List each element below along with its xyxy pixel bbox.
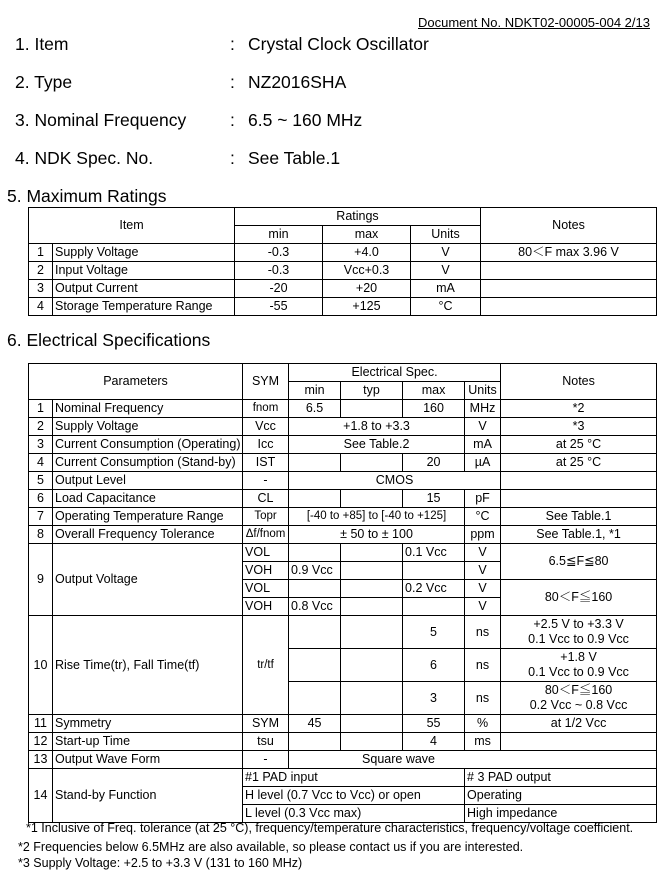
header-min: min	[289, 382, 341, 400]
section-title-electrical: 6. Electrical Specifications	[7, 330, 211, 350]
row-typ	[341, 544, 403, 562]
standby-high-output: Operating	[465, 787, 657, 805]
row-max: 0.1 Vcc	[403, 544, 465, 562]
row-param: Output Level	[53, 472, 243, 490]
header-sym: SYM	[243, 364, 289, 400]
row-max: 5	[403, 616, 465, 649]
row-min	[289, 682, 341, 715]
row-units: °C	[465, 508, 501, 526]
row-min	[289, 544, 341, 562]
row-sym: SYM	[243, 715, 289, 733]
row-min: 6.5	[289, 400, 341, 418]
row-number: 1	[29, 400, 53, 418]
row-min: -55	[235, 298, 323, 316]
row-notes	[501, 649, 657, 682]
footnote-3: *3 Supply Voltage: +2.5 to +3.3 V (131 to 160 MHz)	[18, 856, 303, 870]
row-param: Output Wave Form	[53, 751, 243, 769]
row-number: 2	[29, 418, 53, 436]
row-number: 6	[29, 490, 53, 508]
row-typ	[341, 682, 403, 715]
row-param: Load Capacitance	[53, 490, 243, 508]
row-number: 5	[29, 472, 53, 490]
row-max: 0.2 Vcc	[403, 580, 465, 598]
row-param: Nominal Frequency	[53, 400, 243, 418]
table-row	[29, 436, 657, 454]
row-units: ns	[465, 616, 501, 649]
row-min: 45	[289, 715, 341, 733]
type-colon: :	[230, 72, 235, 92]
header-ratings: Ratings	[235, 208, 481, 226]
row-units: V	[411, 262, 481, 280]
row-units: ns	[465, 649, 501, 682]
row-number: 11	[29, 715, 53, 733]
row-units: mA	[411, 280, 481, 298]
row-units: ppm	[465, 526, 501, 544]
row-units: mA	[465, 436, 501, 454]
document-number: Document No. NDKT02-00005-004 2/13	[418, 15, 650, 30]
item-label: 1. Item	[15, 34, 69, 54]
row-param: Rise Time(tr), Fall Time(tf)	[53, 616, 243, 715]
row-max: 15	[403, 490, 465, 508]
standby-output-header: # 3 PAD output	[465, 769, 657, 787]
table-row	[29, 508, 657, 526]
row-min	[289, 733, 341, 751]
row-param: Current Consumption (Stand-by)	[53, 454, 243, 472]
max-ratings-table	[28, 207, 657, 316]
note-line: 80＜F≦160	[544, 683, 613, 697]
row-sym: CL	[243, 490, 289, 508]
row-sym: Vcc	[243, 418, 289, 436]
row-max: +4.0	[323, 244, 411, 262]
row-units: V	[465, 562, 501, 580]
row-units: pF	[465, 490, 501, 508]
row-number: 7	[29, 508, 53, 526]
standby-low-input: L level (0.3 Vcc max)	[243, 805, 465, 823]
row-sym: VOL	[243, 544, 289, 562]
row-sym: fnom	[243, 400, 289, 418]
row-sym: IST	[243, 454, 289, 472]
row-number: 13	[29, 751, 53, 769]
header-units: Units	[411, 226, 481, 244]
row-notes	[481, 298, 657, 316]
row-number: 4	[29, 454, 53, 472]
row-sym: -	[243, 472, 289, 490]
row-sym: tsu	[243, 733, 289, 751]
header-units: Units	[465, 382, 501, 400]
row-param: Overall Frequency Tolerance	[53, 526, 243, 544]
note-line: 0.1 Vcc to 0.9 Vcc	[528, 632, 629, 646]
row-min	[289, 580, 341, 598]
row-notes	[501, 490, 657, 508]
item-colon: :	[230, 34, 235, 54]
row-sym: Topr	[243, 508, 289, 526]
row-sym: -	[243, 751, 289, 769]
row-sym: Icc	[243, 436, 289, 454]
row-sym: tr/tf	[243, 616, 289, 715]
row-notes: 80＜F max 3.96 V	[481, 244, 657, 262]
section-title-max-ratings: 5. Maximum Ratings	[7, 186, 167, 206]
note-line: 0.1 Vcc to 0.9 Vcc	[528, 665, 629, 679]
row-typ	[341, 715, 403, 733]
row-notes	[481, 262, 657, 280]
table-row	[29, 400, 657, 418]
row-typ	[341, 616, 403, 649]
row-param: Output Voltage	[53, 544, 243, 616]
row-min: 0.9 Vcc	[289, 562, 341, 580]
footnote-1: *1 Inclusive of Freq. tolerance (at 25 °C), frequency/temperature characteristics, frequency/voltage coefficient.	[26, 821, 634, 835]
row-notes	[501, 682, 657, 715]
row-units: V	[465, 418, 501, 436]
row-sym: VOL	[243, 580, 289, 598]
row-sym: VOH	[243, 562, 289, 580]
row-value-span: +1.8 to +3.3	[289, 418, 465, 436]
row-param: Symmetry	[53, 715, 243, 733]
electrical-spec-table	[28, 363, 657, 823]
row-max	[403, 598, 465, 616]
header-electrical-spec: Electrical Spec.	[289, 364, 501, 382]
row-units: ns	[465, 682, 501, 715]
row-max: +125	[323, 298, 411, 316]
row-number: 14	[29, 769, 53, 823]
row-notes: See Table.1, *1	[501, 526, 657, 544]
row-number: 3	[29, 280, 53, 298]
row-max: +20	[323, 280, 411, 298]
row-typ	[341, 580, 403, 598]
row-notes	[501, 733, 657, 751]
table-row	[29, 454, 657, 472]
row-number: 12	[29, 733, 53, 751]
row-typ	[341, 562, 403, 580]
row-units: V	[411, 244, 481, 262]
row-typ	[341, 733, 403, 751]
row-max: Vcc+0.3	[323, 262, 411, 280]
standby-high-input: H level (0.7 Vcc to Vcc) or open	[243, 787, 465, 805]
row-max: 55	[403, 715, 465, 733]
standby-low-output: High impedance	[465, 805, 657, 823]
table-row	[29, 616, 657, 649]
row-max	[403, 562, 465, 580]
row-param: Stand-by Function	[53, 769, 243, 823]
row-notes	[501, 616, 657, 649]
row-number: 10	[29, 616, 53, 715]
table-row	[29, 472, 657, 490]
header-typ: typ	[341, 382, 403, 400]
row-number: 9	[29, 544, 53, 616]
row-notes: 80＜F≦160	[501, 580, 657, 616]
row-param: Operating Temperature Range	[53, 508, 243, 526]
row-max: 4	[403, 733, 465, 751]
row-units: µA	[465, 454, 501, 472]
row-number: 1	[29, 244, 53, 262]
note-line: +1.8 V	[560, 650, 597, 664]
row-typ	[341, 454, 403, 472]
row-min	[289, 649, 341, 682]
row-value-span: [-40 to +85] to [-40 to +125]	[289, 508, 465, 526]
row-units: ms	[465, 733, 501, 751]
row-units: %	[465, 715, 501, 733]
row-sym: Δf/fnom	[243, 526, 289, 544]
spec-no-label: 4. NDK Spec. No.	[15, 148, 154, 168]
table-row	[29, 751, 657, 769]
row-notes: *3	[501, 418, 657, 436]
row-min: -0.3	[235, 244, 323, 262]
table-row	[29, 244, 657, 262]
row-min: -20	[235, 280, 323, 298]
row-param: Supply Voltage	[53, 418, 243, 436]
spec-no-value: See Table.1	[248, 148, 341, 168]
table-row	[29, 262, 657, 280]
row-min	[289, 490, 341, 508]
standby-input-header: #1 PAD input	[243, 769, 465, 787]
table-row	[29, 526, 657, 544]
note-line: +2.5 V to +3.3 V	[533, 617, 624, 631]
footnote-2: *2 Frequencies below 6.5MHz are also available, so please contact us if you are interested.	[18, 840, 524, 854]
row-units: V	[465, 544, 501, 562]
row-item: Input Voltage	[53, 262, 235, 280]
header-max: max	[403, 382, 465, 400]
table-row	[29, 733, 657, 751]
row-notes: at 1/2 Vcc	[501, 715, 657, 733]
frequency-value: 6.5 ~ 160 MHz	[248, 110, 363, 130]
row-min	[289, 454, 341, 472]
row-max: 20	[403, 454, 465, 472]
row-units: °C	[411, 298, 481, 316]
spec-no-colon: :	[230, 148, 235, 168]
row-notes: at 25 °C	[501, 436, 657, 454]
table-row	[29, 418, 657, 436]
header-max: max	[323, 226, 411, 244]
header-parameters: Parameters	[29, 364, 243, 400]
row-param: Current Consumption (Operating)	[53, 436, 243, 454]
row-units: V	[465, 580, 501, 598]
row-typ	[341, 490, 403, 508]
row-min: -0.3	[235, 262, 323, 280]
row-value-span: See Table.2	[289, 436, 465, 454]
table-row	[29, 490, 657, 508]
row-sym: VOH	[243, 598, 289, 616]
type-value: NZ2016SHA	[248, 72, 347, 92]
table-row	[29, 280, 657, 298]
row-number: 4	[29, 298, 53, 316]
row-typ	[341, 400, 403, 418]
row-notes: at 25 °C	[501, 454, 657, 472]
row-min	[289, 616, 341, 649]
row-max: 160	[403, 400, 465, 418]
table-row	[29, 715, 657, 733]
item-value: Crystal Clock Oscillator	[248, 34, 429, 54]
row-value-span: CMOS	[289, 472, 501, 490]
row-param: Start-up Time	[53, 733, 243, 751]
row-notes: 6.5≦F≦80	[501, 544, 657, 580]
frequency-label: 3. Nominal Frequency	[15, 110, 187, 130]
row-notes: See Table.1	[501, 508, 657, 526]
type-label: 2. Type	[15, 72, 73, 92]
row-value-span: ± 50 to ± 100	[289, 526, 465, 544]
table-row	[29, 544, 657, 562]
row-number: 3	[29, 436, 53, 454]
row-units: V	[465, 598, 501, 616]
row-value-span: Square wave	[289, 751, 657, 769]
row-max: 3	[403, 682, 465, 715]
row-typ	[341, 598, 403, 616]
row-item: Supply Voltage	[53, 244, 235, 262]
note-line: 0.2 Vcc ~ 0.8 Vcc	[529, 698, 628, 712]
header-notes: Notes	[481, 208, 657, 244]
row-typ	[341, 649, 403, 682]
row-item: Output Current	[53, 280, 235, 298]
row-number: 2	[29, 262, 53, 280]
header-item: Item	[29, 208, 235, 244]
row-notes	[501, 472, 657, 490]
table-row	[29, 298, 657, 316]
row-item: Storage Temperature Range	[53, 298, 235, 316]
row-number: 8	[29, 526, 53, 544]
row-min: 0.8 Vcc	[289, 598, 341, 616]
row-notes: *2	[501, 400, 657, 418]
row-notes	[481, 280, 657, 298]
row-max: 6	[403, 649, 465, 682]
frequency-colon: :	[230, 110, 235, 130]
row-units: MHz	[465, 400, 501, 418]
table-row	[29, 769, 657, 787]
header-min: min	[235, 226, 323, 244]
header-notes: Notes	[501, 364, 657, 400]
